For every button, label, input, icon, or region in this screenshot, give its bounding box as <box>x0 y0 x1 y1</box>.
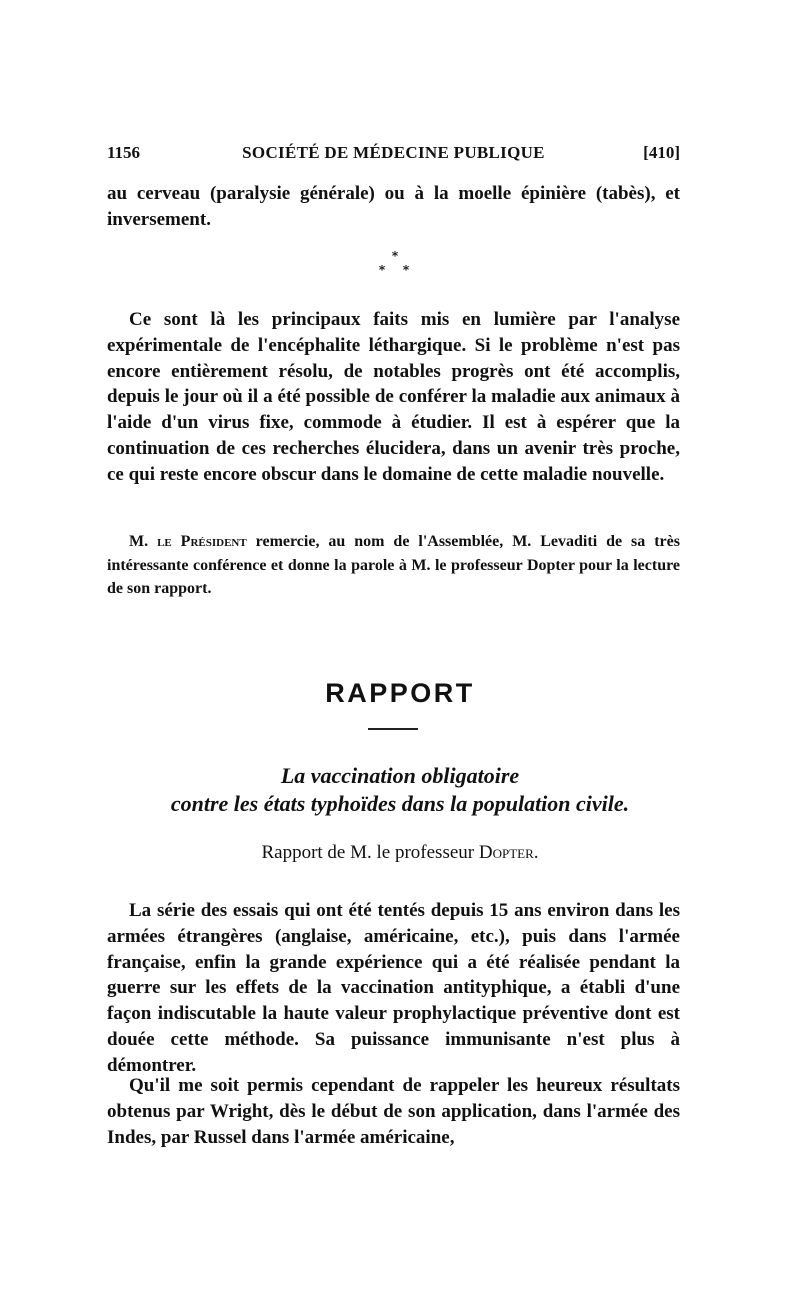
body-paragraph-2: Qu'il me soit permis cependant de rappeler les heureux résultats obtenus par Wright, dès le début de son application, dans l'armée des Indes, par Russel dans l'armée américaine, <box>107 1075 680 1148</box>
asterism-star-top: * <box>391 249 399 263</box>
section-heading: RAPPORT <box>325 678 475 708</box>
minutes-paragraph <box>107 530 680 601</box>
heading-rule <box>368 728 418 730</box>
page-number: 1156 <box>107 143 141 162</box>
asterism-star-left: * <box>378 263 386 277</box>
speaker-prefix: M. <box>129 533 158 550</box>
report-subtitle-line1: La vaccination obligatoire <box>280 763 520 788</box>
running-title: SOCIÉTÉ DE MÉDECINE PUBLIQUE <box>242 143 545 162</box>
byline-prefix: Rapport de M. le professeur <box>261 842 479 863</box>
byline-author: Dopter. <box>478 842 539 863</box>
asterism-star-right: * <box>402 263 410 277</box>
asterism-separator <box>360 248 410 278</box>
report-byline <box>0 842 800 864</box>
page-reference: [410] <box>643 143 680 162</box>
report-subtitle-line2: contre les états typhoïdes dans la population civile. <box>170 791 630 816</box>
conclusion-paragraph: Ce sont là les principaux faits mis en lumière par l'analyse expérimentale de l'encéphalite léthargique. Si le problème n'est pas encore entièrement résolu, de notables progrès ont été accomplis, depuis le jour où il a été possible de conférer la maladie aux animaux à l'aide d'un virus fixe, commode à étudier. Il est à espérer que la continuation de ces recherches élucidera, dans un avenir très proche, ce qui reste encore obscur dans le domaine de cette maladie nouvelle. <box>107 309 680 485</box>
running-header <box>107 143 680 169</box>
speaker-title: le Président <box>157 533 247 550</box>
body-paragraph-1: La série des essais qui ont été tentés depuis 15 ans environ dans les armées étrangères (anglaise, américaine, etc.), puis dans l'armée française, enfin la grande expérience qui a été réalisée pendant la guerre sur les effets de la vaccination antityphique, a établi d'une façon indiscutable la haute valeur prophylactique préventive dont est douée cette méthode. Sa puissance immunisante n'est plus à démontrer. <box>107 900 680 1076</box>
continuation-paragraph: au cerveau (paralysie générale) ou à la moelle épinière (tabès), et inversement. <box>107 183 680 230</box>
minutes-text: remercie, au nom de l'Assemblée, M. Levaditi de sa très intéressante conférence et donne la parole à M. le professeur Dopter pour la lecture de son rapport. <box>107 533 680 597</box>
